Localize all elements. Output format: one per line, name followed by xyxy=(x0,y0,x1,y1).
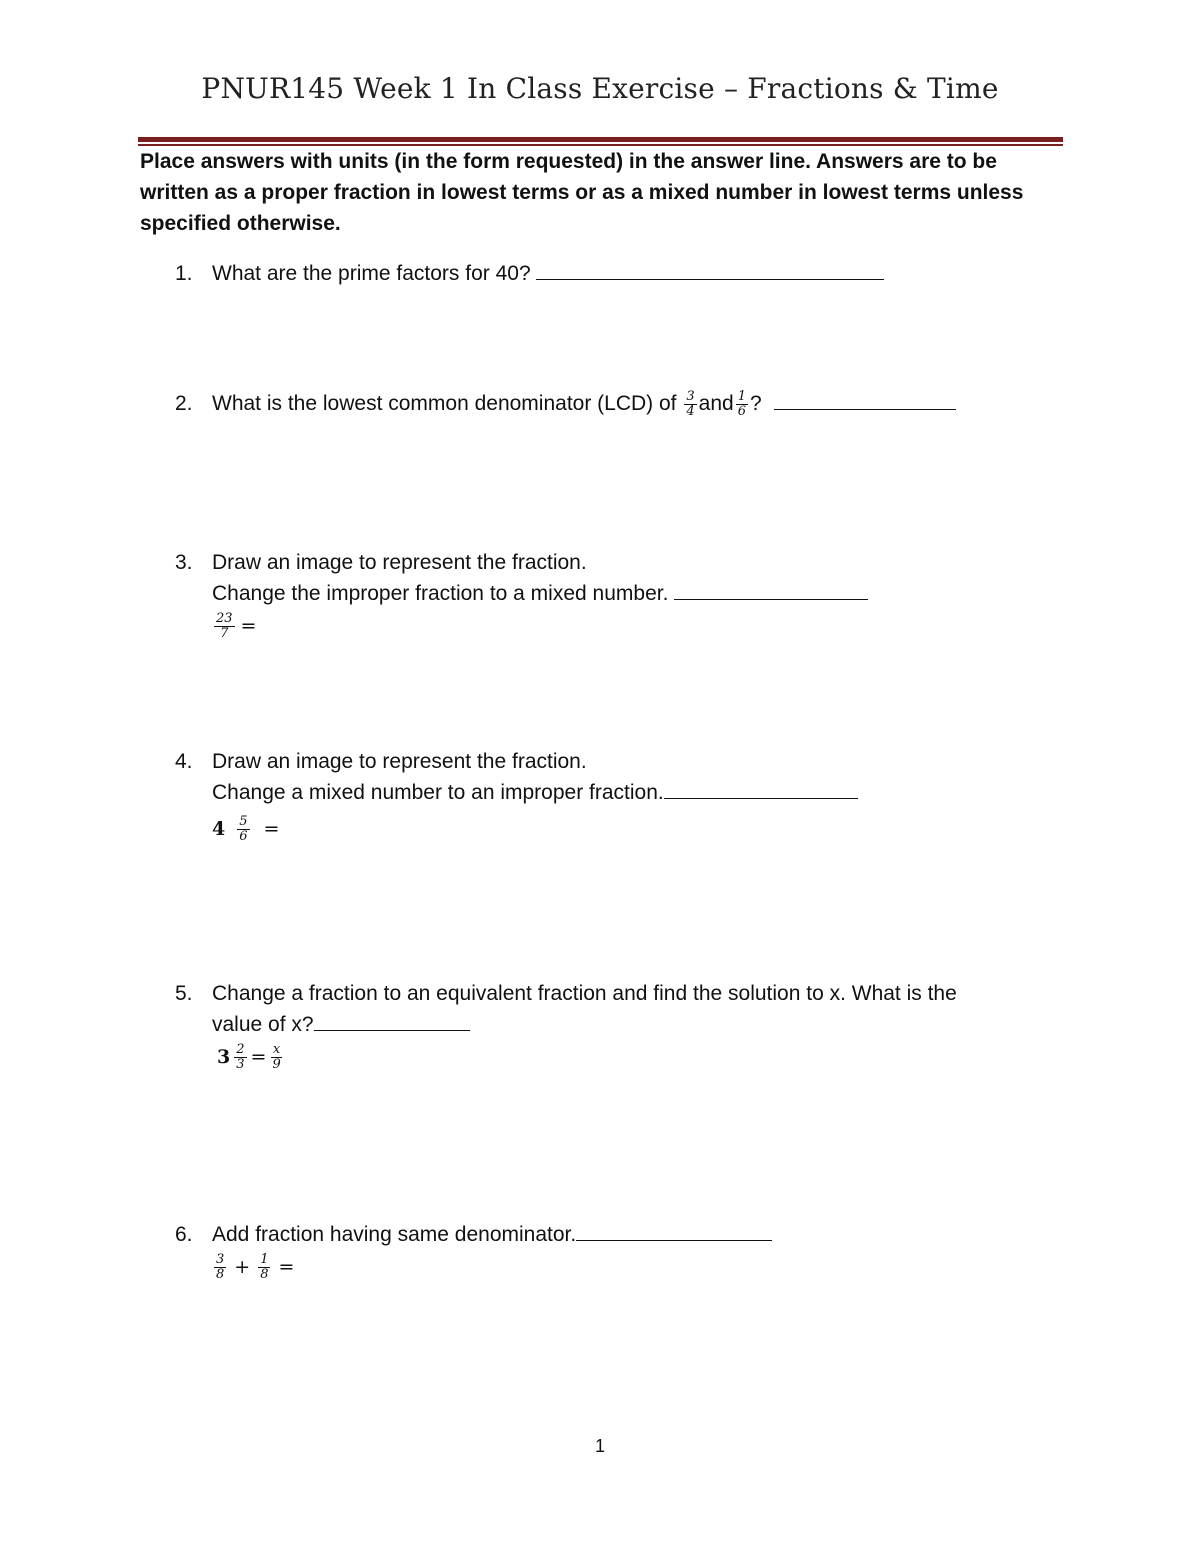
question-text: Draw an image to represent the fraction. xyxy=(212,551,587,574)
plus-sign: + xyxy=(234,1256,251,1278)
question-text: Add fraction having same denominator. xyxy=(212,1223,577,1246)
question-5 xyxy=(175,978,1055,1073)
answer-line[interactable] xyxy=(774,389,956,410)
question-number: 5. xyxy=(175,982,193,1005)
question-text: Change a fraction to an equivalent fraction and find the solution to x. What is the xyxy=(212,982,957,1005)
fraction: $\frac{2}{3}$ xyxy=(236,1042,245,1072)
instructions-text: Place answers with units (in the form requested) in the answer line. Answers are to be written as a proper fraction in lowest terms or as a mixed number in lowest terms unless specified otherwise. xyxy=(140,150,1024,235)
question-1 xyxy=(175,258,1055,289)
question-6 xyxy=(175,1219,1055,1283)
question-text: What is the lowest common denominator (LCD) of xyxy=(212,392,677,415)
question-2 xyxy=(175,388,1055,419)
question-text: value of x? xyxy=(212,1013,314,1036)
answer-line[interactable] xyxy=(674,579,868,600)
fraction: $\frac{1}{6}$ xyxy=(737,388,746,419)
page-title: PNUR145 Week 1 In Class Exercise – Fractions & Time xyxy=(201,72,999,105)
question-number: 3. xyxy=(175,551,193,574)
fraction: $\frac{x}{9}$ xyxy=(272,1042,281,1072)
question-mark: ? xyxy=(749,392,762,415)
question-text: Change the improper fraction to a mixed number. xyxy=(212,582,669,605)
question-text: Draw an image to represent the fraction. xyxy=(212,750,587,773)
answer-line[interactable] xyxy=(664,778,858,799)
question-number: 4. xyxy=(175,750,193,773)
equals-sign: = xyxy=(250,1046,267,1068)
answer-line[interactable] xyxy=(576,1220,772,1241)
equals-sign: = xyxy=(240,615,257,637)
question-text: Change a mixed number to an improper fraction. xyxy=(212,781,664,804)
whole-number: 4 xyxy=(212,818,226,840)
fraction: $\frac{3}{4}$ xyxy=(686,388,695,419)
answer-line[interactable] xyxy=(536,259,884,280)
page-number: 1 xyxy=(594,1436,605,1456)
fraction: $\frac{3}{8}$ xyxy=(216,1252,225,1282)
question-number: 1. xyxy=(175,262,193,285)
question-number: 2. xyxy=(175,392,193,415)
title-rule-thick xyxy=(138,137,1063,142)
fraction: $\frac{1}{8}$ xyxy=(260,1252,269,1282)
fraction: $\frac{23}{7}$ xyxy=(216,611,233,641)
fraction: $\frac{5}{6}$ xyxy=(239,814,248,844)
question-4 xyxy=(175,746,1055,845)
equals-sign: = xyxy=(263,818,280,840)
question-3 xyxy=(175,547,1055,642)
question-text: What are the prime factors for 40? xyxy=(212,262,531,285)
conjunction-text: and xyxy=(698,392,734,415)
whole-number: 3 xyxy=(217,1046,231,1068)
answer-line[interactable] xyxy=(314,1010,470,1031)
equals-sign: = xyxy=(278,1256,295,1278)
question-number: 6. xyxy=(175,1223,193,1246)
